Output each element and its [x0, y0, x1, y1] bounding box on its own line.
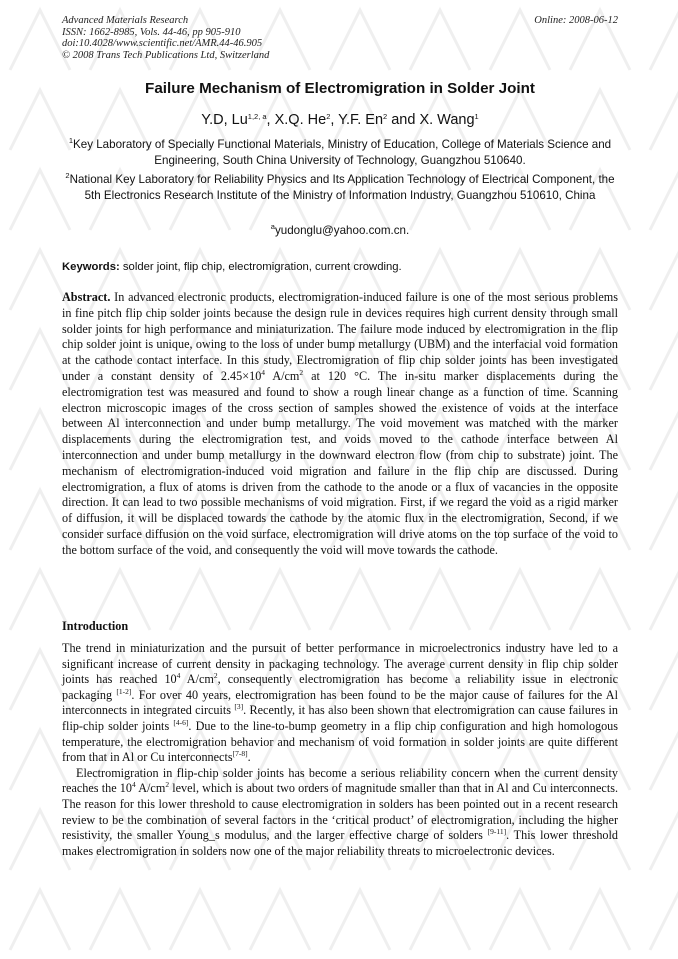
section-heading-introduction: Introduction — [62, 619, 129, 633]
paragraph-text: . For over 40 years, electromigration has been found to be the major cause of failures for the Al interconnects in integrated circuits — [62, 687, 618, 718]
paragraph-text: A/cm — [180, 672, 214, 687]
paragraph-text: The trend in miniaturization and the pursuit of better performance in microelectronics industry have led to a significant increase of current density in packaging technology. The average current density in flip chip solder joints has reached 10 — [62, 641, 618, 687]
copyright-line: © 2008 Trans Tech Publications Ltd, Switzerland — [62, 49, 270, 61]
author-list — [62, 112, 618, 128]
paragraph — [62, 766, 618, 860]
paragraph-text: . — [247, 750, 251, 765]
citation: [7-8] — [232, 749, 248, 759]
paragraph — [62, 641, 618, 766]
journal-header — [62, 15, 618, 61]
introduction-body — [62, 641, 618, 859]
abstract-sup: 2 — [299, 367, 304, 377]
keywords — [62, 261, 618, 273]
superscript: 2 — [213, 671, 218, 681]
paragraph-text: . Due to the line-to-bump geometry in a flip chip configuration and high homologous temperature, the electromigration behavior and mechanism of void formation in solder joints are quite different from that in Al or Cu interconnects — [62, 718, 618, 765]
online-date: Online: 2008-06-12 — [534, 15, 618, 26]
author-sup: 2 — [326, 112, 331, 121]
paragraph-text: A/cm — [135, 781, 166, 796]
issn-line: ISSN: 1662-8985, Vols. 44-46, pp 905-910 — [62, 26, 241, 38]
affiliation-text: Key Laboratory of Specially Functional Materials, Ministry of Education, College of Materials Science and Engineering, South China University of Technology, Guangzhou 510640. — [73, 138, 612, 167]
abstract-text: In advanced electronic products, electromigration-induced failure is one of the most serious problems in fine pitch flip chip solder joints because the design rule in devices requires high current density through small solder joints for high performance and miniaturization. The failure mode induced by electromigration in the flip chip solder joint is unique, owing to the loss of under bump metallurgy (UBM) and the interfacial void formation at the cathode contact interface. In this study, Electromigration of flip chip solder joints has been investigated under a constant density of 2.45×10 — [62, 290, 618, 383]
paragraph-text: level, which is about two orders of magnitude smaller than that in Al and Cu interconnects. The reason for this lower threshold to cause electromigration in solders has been pointed out in a recent research review to be the combination of several factors in the ‘critical product’ of electromigration, including the higher resistivity, the smaller Young_s modulus, and the larger effective charge of solders — [62, 781, 618, 843]
citation: [1-2] — [116, 686, 132, 696]
email-text: yudonglu@yahoo.com.cn. — [274, 224, 410, 237]
citation: [4-6] — [173, 717, 189, 727]
author-sup: 1,2, a — [247, 112, 267, 121]
abstract-text: A/cm — [265, 368, 300, 383]
citation: [3] — [234, 702, 244, 712]
superscript: 2 — [165, 780, 170, 790]
author-sup: 2 — [383, 112, 388, 121]
superscript: 4 — [176, 671, 181, 681]
paragraph-text: , consequently electromigration has become a reliability issue in electronic packaging — [62, 672, 619, 702]
abstract — [62, 290, 618, 559]
paragraph-text: . This lower threshold makes electromigration in solders now one of the major reliability threats to microelectronic devices. — [62, 828, 618, 858]
affiliation-1 — [62, 137, 618, 169]
author-name: , Y.F. En — [330, 112, 384, 128]
superscript: 4 — [131, 780, 136, 790]
affiliation-text: National Key Laboratory for Reliability Physics and Its Application Technology of Electrical Component, the 5th Electronics Research Institute of the Ministry of Information Industry, Guangzhou 510610, China — [69, 173, 615, 202]
author-email — [62, 224, 618, 237]
email-sup: a — [270, 222, 275, 231]
paragraph-text: . Recently, it has also been shown that electromigration can cause failures in flip-chip solder joints — [62, 703, 618, 733]
keywords-label: Keywords: — [62, 261, 120, 273]
keywords-text: solder joint, flip chip, electromigration, current crowding. — [119, 261, 402, 273]
paper-title: Failure Mechanism of Electromigration in Solder Joint — [145, 80, 535, 97]
citation: [9-11] — [487, 827, 507, 837]
paragraph-text: Electromigration in flip-chip solder joints has become a serious reliability concern when the current density reaches the 10 — [62, 765, 618, 796]
doi-line: doi:10.4028/www.scientific.net/AMR.44-46.905 — [62, 38, 263, 49]
abstract-text: at 120 °C. The in-situ marker displacements during the electromigration test was measured and found to show a rough linear change as a function of time. Scanning electron microscopic images of the cross section of samples showed the existence of voids at the interface between Al interconnection and under bump metallurgy. The void movement was matched with the marker displacements during the electromigration test, and voids moved to the cathode interface between Al interconnection and under bump metallurgy in the downward electron flow (from chip to substrate) joint. The mechanism of electromigration-induced void migration and failure in the flip chip are discussed. During electromigration, a flux of atoms is driven from the cathode to the anode or a flux of vacancies in the opposite direction. It can lead to two possible mechanisms of void migration. First, if we regard the void as a rigid marker of diffusion, it will be displaced towards the cathode by the atomic flux in the electromigration, Second, if we consider surface diffusion on the void surface, electromigration will drive atoms on the top surface of the void to the bottom surface of the void, and consequently the void will move towards the cathode. — [62, 368, 618, 557]
author-sup: 1 — [474, 112, 479, 121]
journal-name: Advanced Materials Research — [62, 15, 189, 26]
author-name: Y.D, Lu — [201, 112, 248, 128]
affiliation-sup: 2 — [65, 171, 70, 180]
affiliation-sup: 1 — [68, 136, 74, 145]
abstract-sup: 4 — [261, 367, 266, 377]
affiliation-2 — [62, 172, 618, 204]
author-name: , X.Q. He — [266, 112, 327, 128]
author-name: and X. Wang — [387, 112, 475, 128]
abstract-label: Abstract. — [62, 290, 111, 304]
